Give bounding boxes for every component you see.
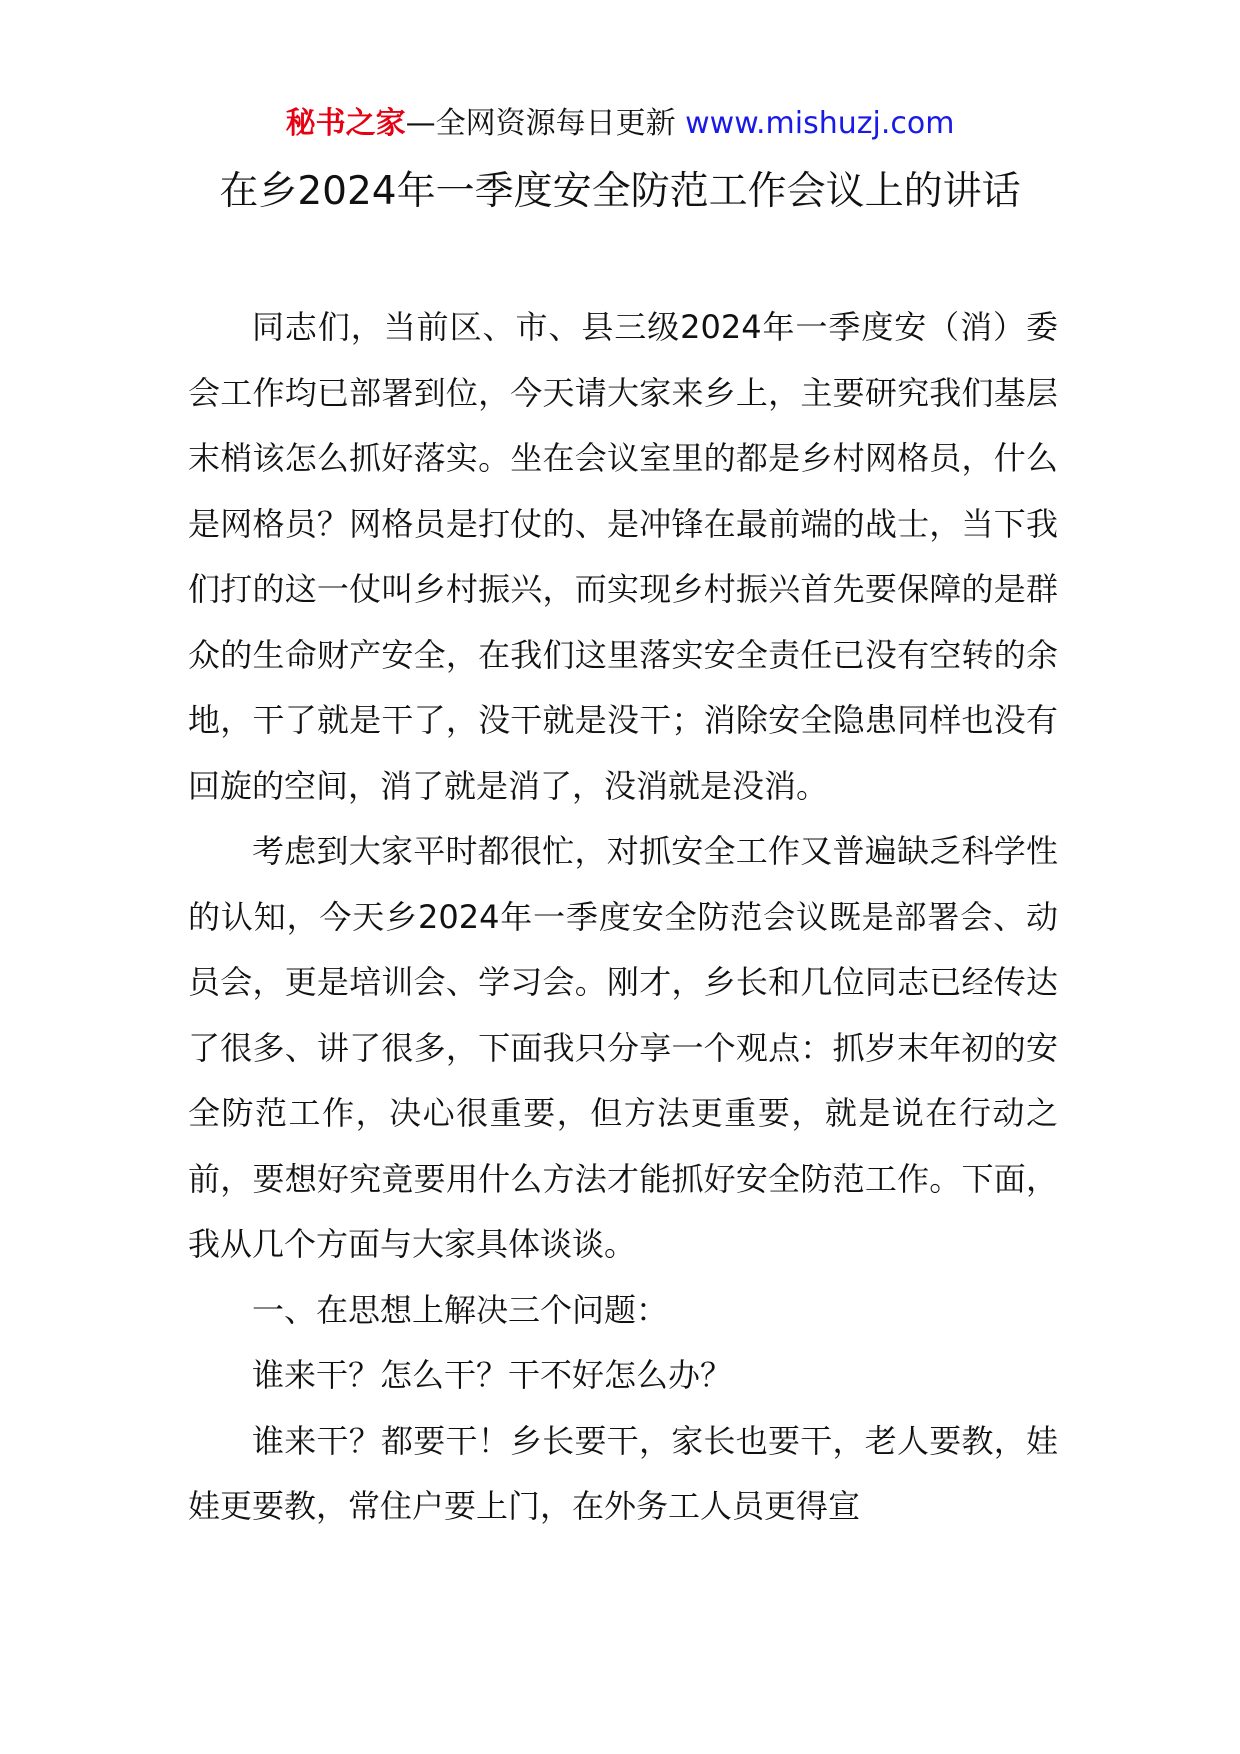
site-header [0, 104, 1240, 144]
document-body [188, 295, 1058, 1540]
site-slogan: —全网资源每日更新 [405, 106, 686, 141]
document-title: 在乡2024年一季度安全防范工作会议上的讲话 [219, 169, 1021, 214]
paragraph: 考虑到大家平时都很忙，对抓安全工作又普遍缺乏科学性的认知，今天乡2024年一季度安全防范会议既是部署会、动员会，更是培训会、学习会。刚才，乡长和几位同志已经传达了很多、讲了很多，下面我只分享一个观点：抓岁末年初的安全防范工作，决心很重要，但方法更重要，就是说在行动之前，要想好究竟要用什么方法才能抓好安全防范工作。下面，我从几个方面与大家具体谈谈。 [188, 832, 1058, 1263]
paragraph: 同志们，当前区、市、县三级2024年一季度安（消）委会工作均已部署到位，今天请大家来乡上，主要研究我们基层末梢该怎么抓好落实。坐在会议室里的都是乡村网格员，什么是网格员？网格员是打仗的、是冲锋在最前端的战士，当下我们打的这一仗叫乡村振兴，而实现乡村振兴首先要保障的是群众的生命财产安全，在我们这里落实安全责任已没有空转的余地，干了就是干了，没干就是没干；消除安全隐患同样也没有回旋的空间，消了就是消了，没消就是没消。 [188, 308, 1058, 805]
paragraph: 谁来干？都要干！乡长要干，家长也要干，老人要教，娃娃更要教，常住户要上门，在外务工人员更得宣 [188, 1421, 1058, 1525]
paragraph: 谁来干？怎么干？干不好怎么办？ [252, 1356, 733, 1394]
site-brand: 秘书之家 [285, 106, 406, 141]
site-url-link[interactable]: www.mishuzj.com [685, 106, 955, 141]
section-heading: 一、在思想上解决三个问题： [252, 1290, 669, 1329]
